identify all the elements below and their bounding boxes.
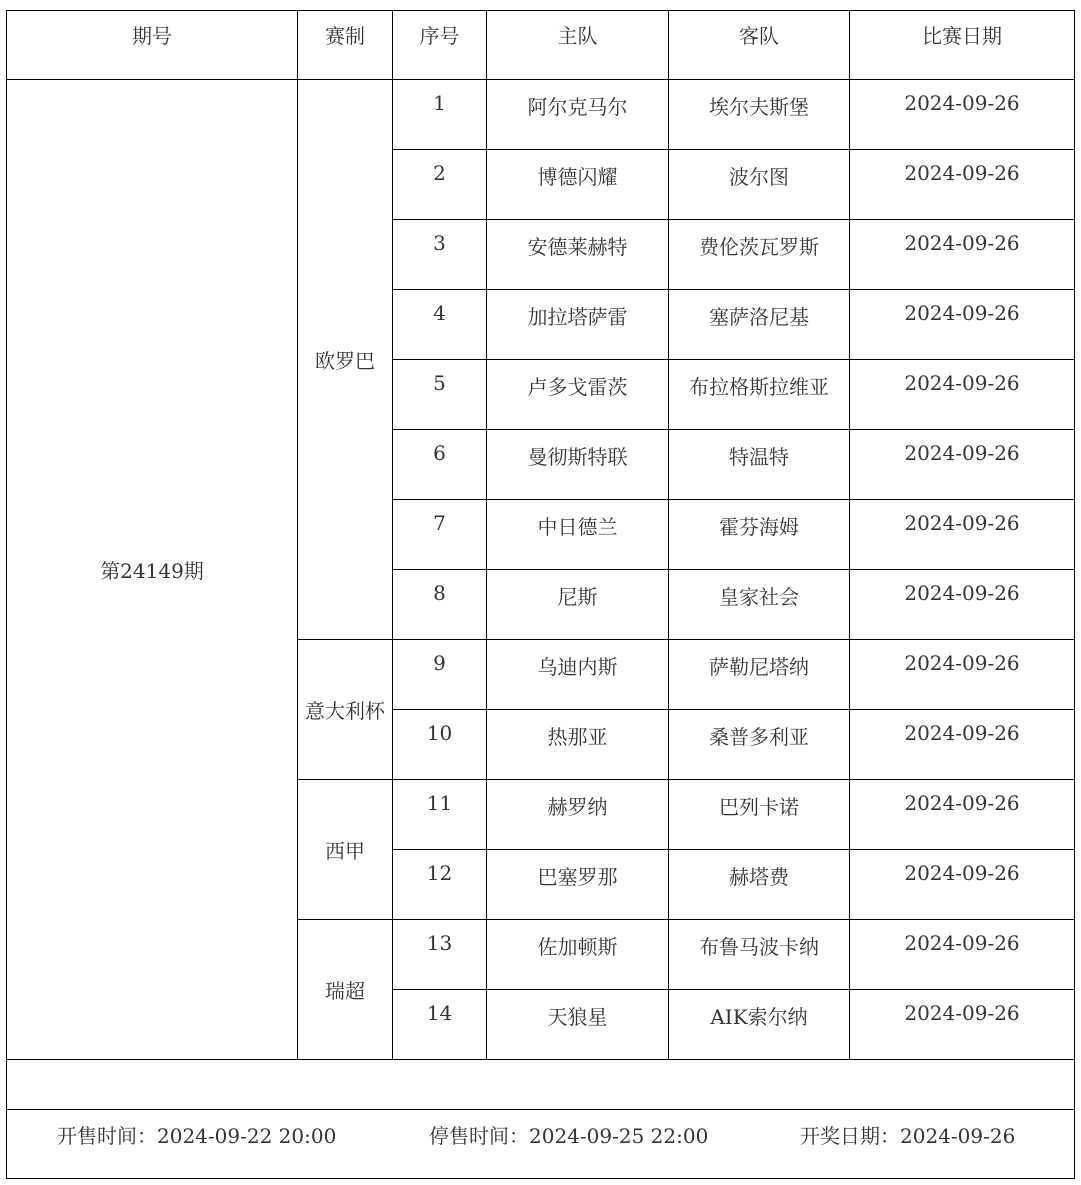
- home-team: 佐加顿斯: [487, 920, 669, 990]
- competition-cell: 西甲: [298, 780, 393, 920]
- match-date: 2024-09-26: [850, 150, 1075, 220]
- match-date: 2024-09-26: [850, 290, 1075, 360]
- away-team: 桑普多利亚: [669, 710, 850, 780]
- match-date: 2024-09-26: [850, 220, 1075, 290]
- match-number: 8: [393, 570, 487, 640]
- away-team: 皇家社会: [669, 570, 850, 640]
- draw-date: 开奖日期：2024-09-26: [800, 1124, 1016, 1148]
- away-team: 布拉格斯拉维亚: [669, 360, 850, 430]
- away-team: 特温特: [669, 430, 850, 500]
- home-team: 博德闪耀: [487, 150, 669, 220]
- match-row: [7, 80, 1075, 150]
- match-date: 2024-09-26: [850, 850, 1075, 920]
- home-team: 中日德兰: [487, 500, 669, 570]
- away-team: AIK索尔纳: [669, 990, 850, 1060]
- away-team: 霍芬海姆: [669, 500, 850, 570]
- match-number: 3: [393, 220, 487, 290]
- footer-row: [7, 1110, 1075, 1179]
- match-date: 2024-09-26: [850, 710, 1075, 780]
- home-team: 热那亚: [487, 710, 669, 780]
- header-row: [7, 11, 1075, 80]
- match-number: 4: [393, 290, 487, 360]
- competition-cell: 欧罗巴: [298, 80, 393, 640]
- competition-cell: 瑞超: [298, 920, 393, 1060]
- home-team: 卢多戈雷茨: [487, 360, 669, 430]
- header-period: 期号: [7, 11, 298, 80]
- match-number: 13: [393, 920, 487, 990]
- home-team: 尼斯: [487, 570, 669, 640]
- match-date: 2024-09-26: [850, 500, 1075, 570]
- match-number: 1: [393, 80, 487, 150]
- match-date: 2024-09-26: [850, 570, 1075, 640]
- away-team: 波尔图: [669, 150, 850, 220]
- sale-start-time: 开售时间：2024-09-22 20:00: [57, 1124, 337, 1148]
- away-team: 萨勒尼塔纳: [669, 640, 850, 710]
- home-team: 巴塞罗那: [487, 850, 669, 920]
- footer-cell: [7, 1110, 1075, 1179]
- home-team: 天狼星: [487, 990, 669, 1060]
- blank-row: [7, 1060, 1075, 1110]
- match-date: 2024-09-26: [850, 80, 1075, 150]
- match-number: 2: [393, 150, 487, 220]
- match-date: 2024-09-26: [850, 990, 1075, 1060]
- blank-cell: [7, 1060, 1075, 1110]
- away-team: 塞萨洛尼基: [669, 290, 850, 360]
- home-team: 曼彻斯特联: [487, 430, 669, 500]
- away-team: 巴列卡诺: [669, 780, 850, 850]
- match-number: 10: [393, 710, 487, 780]
- match-number: 12: [393, 850, 487, 920]
- home-team: 阿尔克马尔: [487, 80, 669, 150]
- match-number: 14: [393, 990, 487, 1060]
- match-date: 2024-09-26: [850, 360, 1075, 430]
- match-number: 6: [393, 430, 487, 500]
- match-date: 2024-09-26: [850, 780, 1075, 850]
- match-date: 2024-09-26: [850, 430, 1075, 500]
- home-team: 加拉塔萨雷: [487, 290, 669, 360]
- header-match-date: 比赛日期: [850, 11, 1075, 80]
- away-team: 布鲁马波卡纳: [669, 920, 850, 990]
- match-date: 2024-09-26: [850, 640, 1075, 710]
- header-home-team: 主队: [487, 11, 669, 80]
- match-number: 11: [393, 780, 487, 850]
- period-cell: 第24149期: [7, 80, 298, 1060]
- sale-stop-time: 停售时间：2024-09-25 22:00: [429, 1124, 709, 1148]
- away-team: 赫塔费: [669, 850, 850, 920]
- match-schedule-table: [6, 10, 1075, 1179]
- home-team: 赫罗纳: [487, 780, 669, 850]
- match-number: 9: [393, 640, 487, 710]
- away-team: 埃尔夫斯堡: [669, 80, 850, 150]
- header-number: 序号: [393, 11, 487, 80]
- header-away-team: 客队: [669, 11, 850, 80]
- match-number: 7: [393, 500, 487, 570]
- home-team: 安德莱赫特: [487, 220, 669, 290]
- header-competition: 赛制: [298, 11, 393, 80]
- competition-cell: 意大利杯: [298, 640, 393, 780]
- home-team: 乌迪内斯: [487, 640, 669, 710]
- match-date: 2024-09-26: [850, 920, 1075, 990]
- match-number: 5: [393, 360, 487, 430]
- away-team: 费伦茨瓦罗斯: [669, 220, 850, 290]
